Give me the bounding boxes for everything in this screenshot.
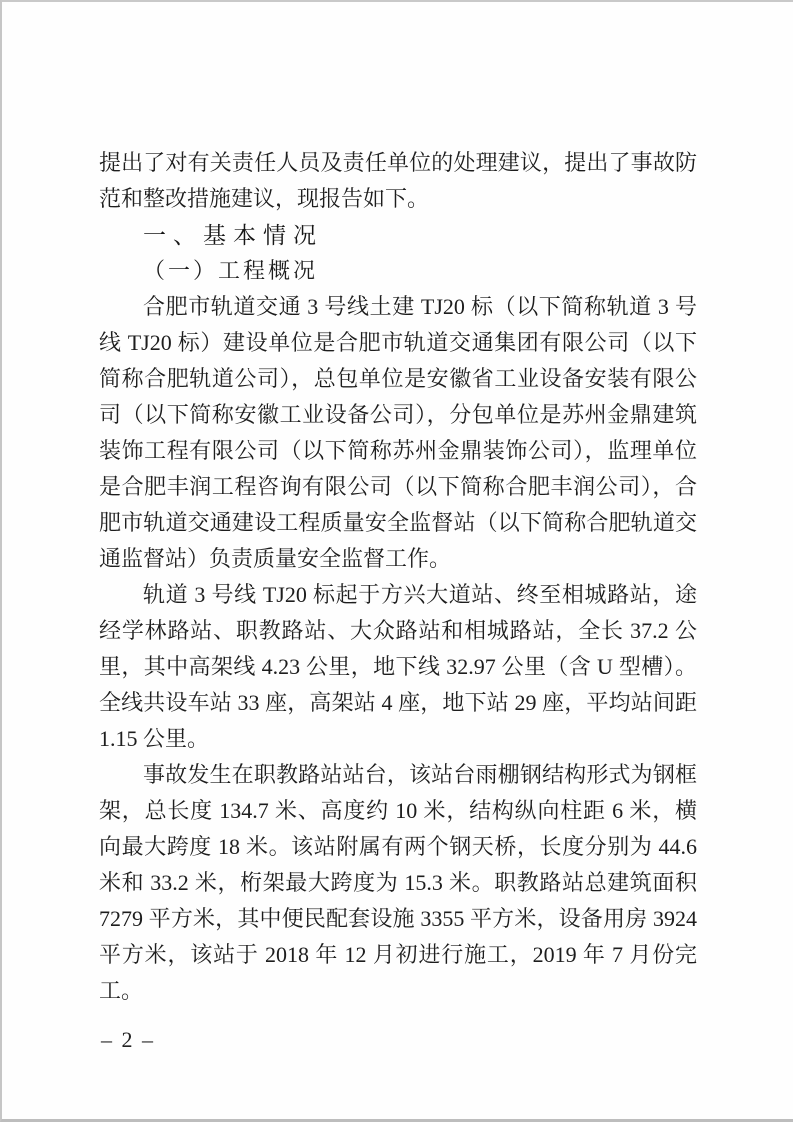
document-body (99, 145, 697, 1009)
paragraph-accident-station: 事故发生在职教路站站台，该站台雨棚钢结构形式为钢框架，总长度 134.7 米、高度约 10 米，结构纵向柱距 6 米，横向最大跨度 18 米。该站附属有两个钢天桥，长度分别为 44.6 米和 33.2 米，桁架最大跨度为 15.3 米。职教路站总建筑面积 7279 平方米，其中便民配套设施 3355 平方米，设备用房 3924 平方米，该站于 2018 年 12 月初进行施工，2019 年 7 月份完工。 (99, 762, 697, 1003)
page-number: – 2 – (101, 1027, 155, 1052)
paragraph-continuation: 提出了对有关责任人员及责任单位的处理建议，提出了事故防范和整改措施建议，现报告如下。 (99, 150, 697, 211)
paragraph-project-parties: 合肥市轨道交通 3 号线土建 TJ20 标（以下简称轨道 3 号线 TJ20 标）建设单位是合肥市轨道交通集团有限公司（以下简称合肥轨道公司），总包单位是安徽省工业设备安装有限公司（以下简称安徽工业设备公司），分包单位是苏州金鼎建筑装饰工程有限公司（以下简称苏州金鼎装饰公司），监理单位是合肥丰润工程咨询有限公司（以下简称合肥丰润公司），合肥市轨道交通建设工程质量安全监督站（以下简称合肥轨道交通监督站）负责质量安全监督工作。 (99, 294, 697, 571)
paragraph-line-route: 轨道 3 号线 TJ20 标起于方兴大道站、终至相城路站，途经学林路站、职教路站、大众路站和相城路站，全长 37.2 公里，其中高架线 4.23 公里，地下线 32.97 公里（含 U 型槽）。全线共设车站 33 座，高架站 4 座，地下站 29 座，平均站间距 1.15 公里。 (99, 582, 697, 751)
subsection-heading-project-overview: （一）工程概况 (143, 258, 319, 283)
section-heading-basic-situation: 一、基本情况 (143, 222, 323, 248)
